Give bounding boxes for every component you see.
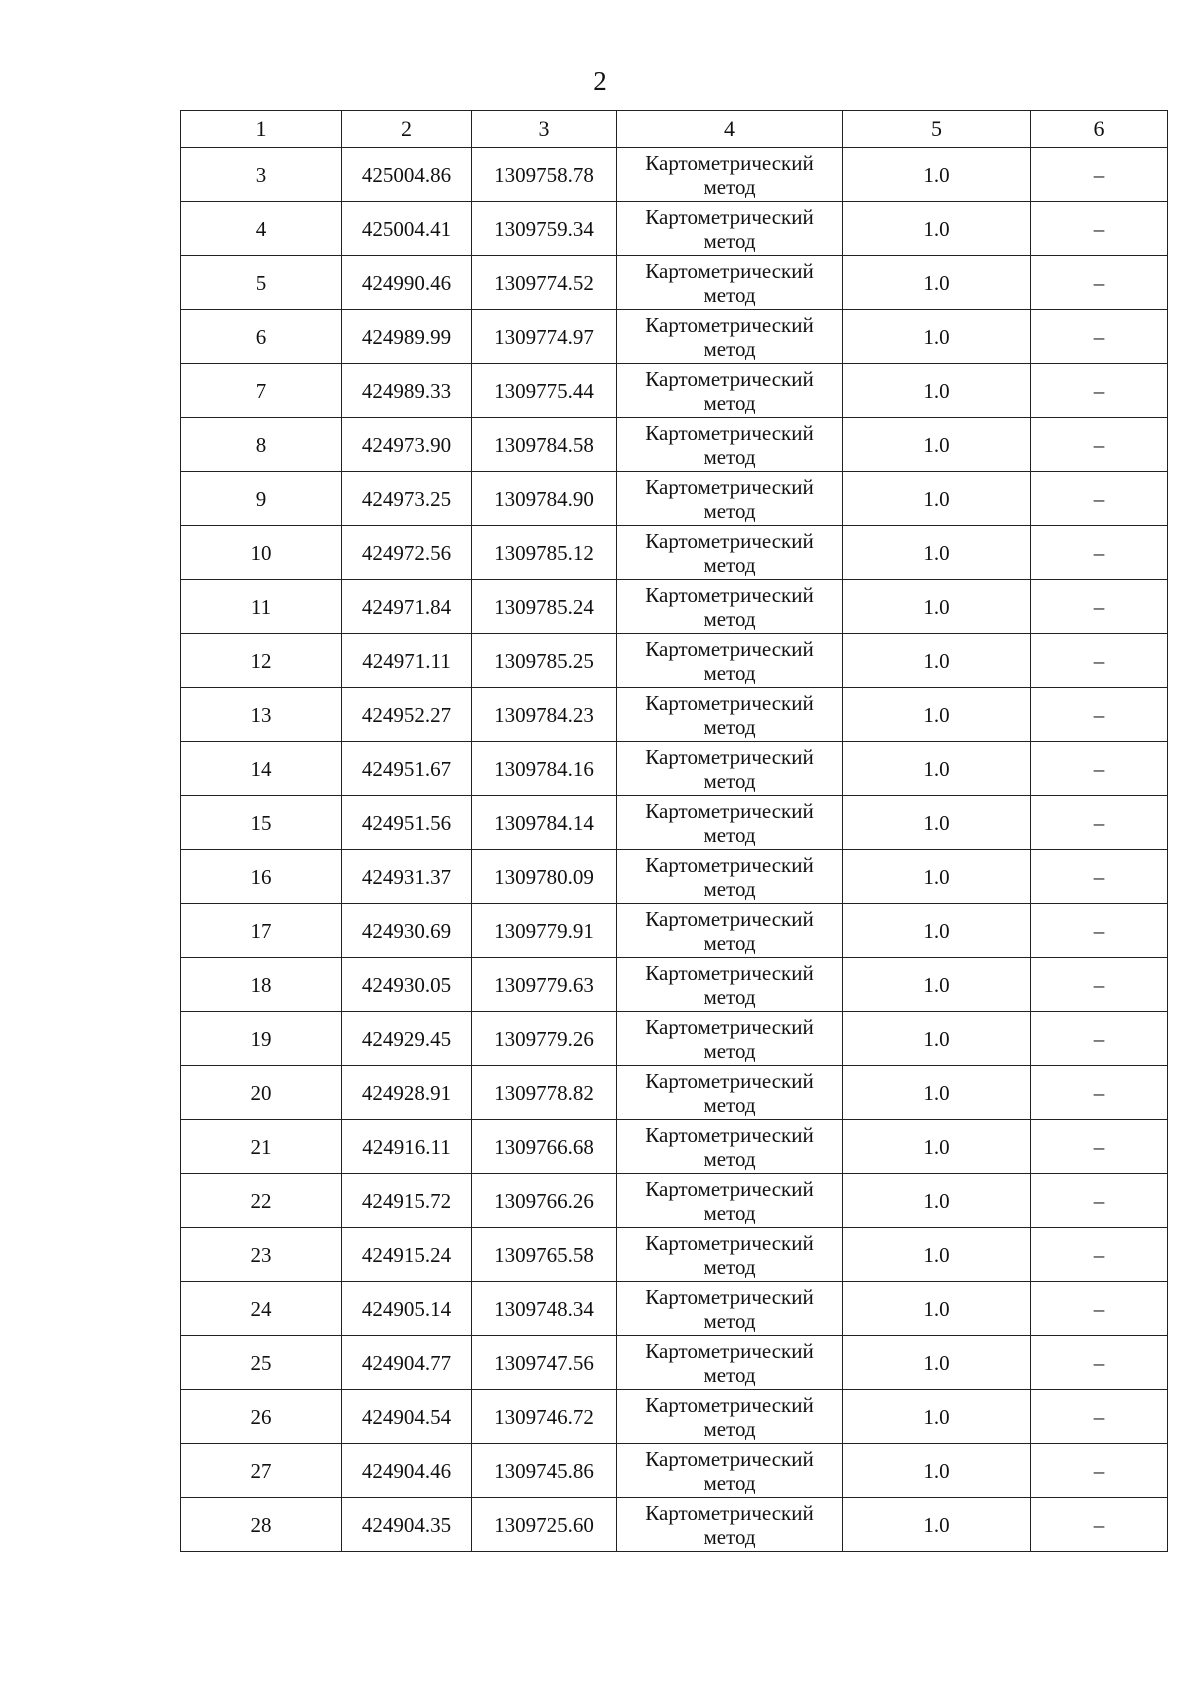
cell-y-coordinate: 1309745.86 [472,1444,617,1498]
method-text-line: метод [703,606,756,631]
method-text-line: Картометрический [645,204,814,229]
method-text-line: Картометрический [645,906,814,931]
cell-note: – [1031,1444,1168,1498]
cell-point-number: 5 [181,256,342,310]
cell-note: – [1031,310,1168,364]
cell-point-number: 10 [181,526,342,580]
cell-y-coordinate: 1309785.24 [472,580,617,634]
cell-accuracy: 1.0 [843,1282,1031,1336]
cell-method [617,1336,843,1390]
cell-x-coordinate: 424904.54 [342,1390,472,1444]
cell-accuracy: 1.0 [843,904,1031,958]
cell-method [617,796,843,850]
cell-point-number: 12 [181,634,342,688]
cell-note: – [1031,256,1168,310]
cell-note: – [1031,1012,1168,1066]
cell-accuracy: 1.0 [843,634,1031,688]
method-text-line: метод [703,1254,756,1279]
cell-accuracy: 1.0 [843,364,1031,418]
cell-y-coordinate: 1309774.52 [472,256,617,310]
cell-point-number: 23 [181,1228,342,1282]
method-text-line: Картометрический [645,690,814,715]
method-text-line: Картометрический [645,582,814,607]
table-row [181,526,1168,580]
method-text-line: метод [703,930,756,955]
cell-x-coordinate: 424930.69 [342,904,472,958]
cell-point-number: 19 [181,1012,342,1066]
cell-method [617,1498,843,1552]
cell-accuracy: 1.0 [843,418,1031,472]
cell-method [617,742,843,796]
cell-method [617,1444,843,1498]
method-text-line: Картометрический [645,636,814,661]
cell-point-number: 27 [181,1444,342,1498]
table-row [181,796,1168,850]
cell-x-coordinate: 424973.90 [342,418,472,472]
cell-point-number: 13 [181,688,342,742]
cell-y-coordinate: 1309759.34 [472,202,617,256]
cell-y-coordinate: 1309765.58 [472,1228,617,1282]
method-text-line: Картометрический [645,798,814,823]
table-row [181,1066,1168,1120]
table-row [181,148,1168,202]
cell-note: – [1031,1282,1168,1336]
cell-x-coordinate: 424904.35 [342,1498,472,1552]
cell-y-coordinate: 1309725.60 [472,1498,617,1552]
cell-point-number: 21 [181,1120,342,1174]
column-header-6: 6 [1031,111,1168,148]
cell-note: – [1031,850,1168,904]
cell-y-coordinate: 1309748.34 [472,1282,617,1336]
table-row [181,1174,1168,1228]
cell-method [617,418,843,472]
column-header-1: 1 [181,111,342,148]
cell-x-coordinate: 424905.14 [342,1282,472,1336]
cell-x-coordinate: 424928.91 [342,1066,472,1120]
cell-y-coordinate: 1309747.56 [472,1336,617,1390]
cell-point-number: 7 [181,364,342,418]
cell-accuracy: 1.0 [843,310,1031,364]
cell-note: – [1031,742,1168,796]
table-row [181,1120,1168,1174]
cell-note: – [1031,1120,1168,1174]
method-text-line: Картометрический [645,1176,814,1201]
cell-method [617,1228,843,1282]
table-row [181,1498,1168,1552]
method-text-line: метод [703,660,756,685]
method-text-line: метод [703,984,756,1009]
method-text-line: метод [703,336,756,361]
cell-accuracy: 1.0 [843,202,1031,256]
method-text-line: Картометрический [645,1068,814,1093]
cell-point-number: 6 [181,310,342,364]
cell-x-coordinate: 424973.25 [342,472,472,526]
cell-accuracy: 1.0 [843,1498,1031,1552]
cell-note: – [1031,688,1168,742]
method-text-line: Картометрический [645,474,814,499]
method-text-line: метод [703,1200,756,1225]
method-text-line: метод [703,390,756,415]
method-text-line: Картометрический [645,1230,814,1255]
cell-x-coordinate: 424971.84 [342,580,472,634]
cell-note: – [1031,1174,1168,1228]
method-text-line: Картометрический [645,1392,814,1417]
cell-accuracy: 1.0 [843,958,1031,1012]
cell-y-coordinate: 1309785.12 [472,526,617,580]
cell-accuracy: 1.0 [843,688,1031,742]
cell-x-coordinate: 424989.33 [342,364,472,418]
method-text-line: метод [703,1308,756,1333]
cell-accuracy: 1.0 [843,148,1031,202]
cell-y-coordinate: 1309766.26 [472,1174,617,1228]
cell-x-coordinate: 424971.11 [342,634,472,688]
method-text-line: метод [703,1146,756,1171]
cell-accuracy: 1.0 [843,1012,1031,1066]
method-text-line: Картометрический [645,852,814,877]
method-text-line: Картометрический [645,528,814,553]
method-text-line: метод [703,444,756,469]
table-row [181,580,1168,634]
method-text-line: метод [703,714,756,739]
method-text-line: Картометрический [645,1122,814,1147]
cell-x-coordinate: 424931.37 [342,850,472,904]
cell-x-coordinate: 424904.46 [342,1444,472,1498]
cell-method [617,1066,843,1120]
cell-accuracy: 1.0 [843,1174,1031,1228]
table-row [181,202,1168,256]
table-body [181,111,1168,1552]
page-number: 2 [593,66,607,96]
cell-point-number: 4 [181,202,342,256]
method-text-line: Картометрический [645,744,814,769]
cell-y-coordinate: 1309779.91 [472,904,617,958]
method-text-line: Картометрический [645,1338,814,1363]
table-row [181,1228,1168,1282]
table-row [181,742,1168,796]
cell-note: – [1031,958,1168,1012]
table-row [181,634,1168,688]
cell-x-coordinate: 424904.77 [342,1336,472,1390]
cell-y-coordinate: 1309784.23 [472,688,617,742]
cell-x-coordinate: 424916.11 [342,1120,472,1174]
cell-point-number: 14 [181,742,342,796]
cell-accuracy: 1.0 [843,1228,1031,1282]
cell-note: – [1031,634,1168,688]
cell-note: – [1031,1066,1168,1120]
method-text-line: метод [703,282,756,307]
method-text-line: метод [703,1092,756,1117]
cell-x-coordinate: 424952.27 [342,688,472,742]
method-text-line: Картометрический [645,960,814,985]
cell-point-number: 15 [181,796,342,850]
table-row [181,1390,1168,1444]
cell-note: – [1031,796,1168,850]
cell-note: – [1031,148,1168,202]
cell-method [617,904,843,958]
method-text-line: метод [703,1038,756,1063]
cell-point-number: 24 [181,1282,342,1336]
cell-note: – [1031,580,1168,634]
table-row [181,256,1168,310]
cell-method [617,526,843,580]
cell-accuracy: 1.0 [843,1336,1031,1390]
method-text-line: метод [703,552,756,577]
table-row [181,418,1168,472]
method-text-line: Картометрический [645,1014,814,1039]
cell-accuracy: 1.0 [843,526,1031,580]
cell-accuracy: 1.0 [843,256,1031,310]
table-row [181,364,1168,418]
cell-method [617,310,843,364]
table-row [181,904,1168,958]
cell-accuracy: 1.0 [843,1120,1031,1174]
cell-y-coordinate: 1309766.68 [472,1120,617,1174]
method-text-line: метод [703,1524,756,1549]
header-row [181,111,1168,148]
cell-method [617,634,843,688]
cell-x-coordinate: 424951.56 [342,796,472,850]
cell-x-coordinate: 424951.67 [342,742,472,796]
cell-y-coordinate: 1309780.09 [472,850,617,904]
table-row [181,850,1168,904]
method-text-line: Картометрический [645,312,814,337]
method-text-line: Картометрический [645,1500,814,1525]
table-row [181,1336,1168,1390]
cell-x-coordinate: 424990.46 [342,256,472,310]
cell-x-coordinate: 424915.72 [342,1174,472,1228]
cell-method [617,850,843,904]
cell-x-coordinate: 425004.41 [342,202,472,256]
cell-point-number: 26 [181,1390,342,1444]
cell-note: – [1031,1498,1168,1552]
method-text-line: метод [703,498,756,523]
cell-method [617,364,843,418]
method-text-line: метод [703,1416,756,1441]
cell-note: – [1031,1336,1168,1390]
cell-y-coordinate: 1309779.26 [472,1012,617,1066]
cell-x-coordinate: 424989.99 [342,310,472,364]
table-row [181,1012,1168,1066]
cell-point-number: 17 [181,904,342,958]
cell-method [617,1282,843,1336]
cell-method [617,202,843,256]
cell-accuracy: 1.0 [843,580,1031,634]
cell-method [617,688,843,742]
cell-note: – [1031,1390,1168,1444]
cell-method [617,580,843,634]
cell-point-number: 8 [181,418,342,472]
method-text-line: Картометрический [645,420,814,445]
cell-method [617,148,843,202]
cell-x-coordinate: 425004.86 [342,148,472,202]
cell-method [617,472,843,526]
cell-y-coordinate: 1309784.58 [472,418,617,472]
cell-point-number: 25 [181,1336,342,1390]
cell-y-coordinate: 1309774.97 [472,310,617,364]
method-text-line: метод [703,1362,756,1387]
cell-method [617,958,843,1012]
method-text-line: метод [703,1470,756,1495]
cell-note: – [1031,526,1168,580]
cell-y-coordinate: 1309784.16 [472,742,617,796]
table-row [181,688,1168,742]
cell-y-coordinate: 1309778.82 [472,1066,617,1120]
method-text-line: метод [703,822,756,847]
cell-accuracy: 1.0 [843,796,1031,850]
table-row [181,958,1168,1012]
cell-accuracy: 1.0 [843,1390,1031,1444]
cell-y-coordinate: 1309779.63 [472,958,617,1012]
method-text-line: Картометрический [645,1284,814,1309]
cell-method [617,1174,843,1228]
cell-point-number: 28 [181,1498,342,1552]
cell-point-number: 9 [181,472,342,526]
cell-note: – [1031,364,1168,418]
method-text-line: метод [703,768,756,793]
cell-point-number: 3 [181,148,342,202]
column-header-5: 5 [843,111,1031,148]
cell-method [617,256,843,310]
method-text-line: Картометрический [645,366,814,391]
method-text-line: Картометрический [645,1446,814,1471]
cell-point-number: 11 [181,580,342,634]
cell-accuracy: 1.0 [843,742,1031,796]
cell-x-coordinate: 424972.56 [342,526,472,580]
cell-note: – [1031,904,1168,958]
table-row [181,472,1168,526]
cell-y-coordinate: 1309784.14 [472,796,617,850]
cell-y-coordinate: 1309775.44 [472,364,617,418]
table-row [181,1444,1168,1498]
method-text-line: метод [703,876,756,901]
cell-point-number: 16 [181,850,342,904]
column-header-3: 3 [472,111,617,148]
cell-point-number: 22 [181,1174,342,1228]
column-header-2: 2 [342,111,472,148]
cell-note: – [1031,1228,1168,1282]
cell-accuracy: 1.0 [843,1066,1031,1120]
method-text-line: метод [703,174,756,199]
column-header-4: 4 [617,111,843,148]
cell-point-number: 20 [181,1066,342,1120]
cell-y-coordinate: 1309785.25 [472,634,617,688]
cell-accuracy: 1.0 [843,850,1031,904]
cell-x-coordinate: 424929.45 [342,1012,472,1066]
cell-x-coordinate: 424915.24 [342,1228,472,1282]
cell-x-coordinate: 424930.05 [342,958,472,1012]
cell-y-coordinate: 1309784.90 [472,472,617,526]
method-text-line: метод [703,228,756,253]
table-row [181,310,1168,364]
cell-accuracy: 1.0 [843,1444,1031,1498]
cell-accuracy: 1.0 [843,472,1031,526]
coordinates-table [180,110,1168,1552]
cell-note: – [1031,202,1168,256]
cell-y-coordinate: 1309746.72 [472,1390,617,1444]
cell-note: – [1031,418,1168,472]
cell-note: – [1031,472,1168,526]
cell-point-number: 18 [181,958,342,1012]
cell-method [617,1120,843,1174]
cell-method [617,1012,843,1066]
table-row [181,1282,1168,1336]
cell-y-coordinate: 1309758.78 [472,148,617,202]
method-text-line: Картометрический [645,150,814,175]
cell-method [617,1390,843,1444]
method-text-line: Картометрический [645,258,814,283]
